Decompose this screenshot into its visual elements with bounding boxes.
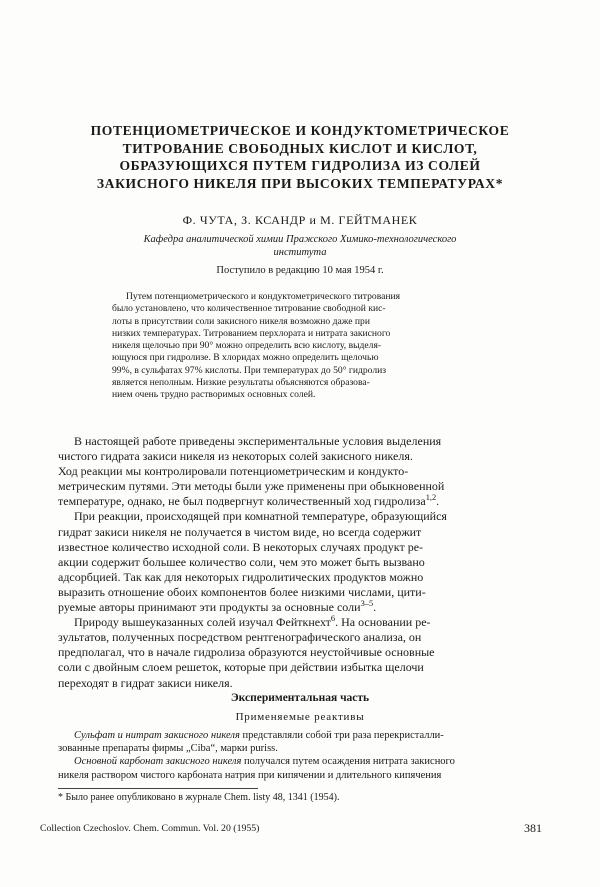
journal-citation: Collection Czechoslov. Chem. Commun. Vol. 20 (1955) <box>40 823 260 834</box>
paragraph-2 <box>58 509 544 615</box>
footnote: * Было ранее опубликовано в журнале Chem. listy 48, 1341 (1954). <box>58 792 340 803</box>
title-line: ЗАКИСНОГО НИКЕЛЯ ПРИ ВЫСОКИХ ТЕМПЕРАТУРАХ* <box>96 175 504 191</box>
abstract-line: лоты в присутствии соли закисного никеля возможно даже при <box>112 315 370 327</box>
body-line <box>58 494 544 509</box>
reagents-line-rest: получался путем осаждения нитрата закисного <box>241 756 455 768</box>
body-line-text: температуре, однако, не был подвергнут количественный ход гидролиза <box>58 494 426 509</box>
abstract <box>112 291 488 402</box>
reference-marker: 1,2 <box>425 494 437 503</box>
title-line: ОБРАЗУЮЩИХСЯ ПУТЕМ ГИДРОЛИЗА ИЗ СОЛЕЙ <box>119 158 481 173</box>
body-line: При реакции, происходящей при комнатной температуре, образующийся <box>74 509 447 524</box>
body-line: метрическим путями. Эти методы были уже применены при обыкновенной <box>58 479 445 494</box>
body-line-end: . <box>436 494 440 509</box>
reagents-line: никеля раствором чистого карбоната натрия при кипячении и длительного кипячения <box>58 769 442 781</box>
body-line <box>58 600 544 615</box>
body-line-end: . <box>373 600 377 615</box>
body-line: предполагал, что в начале гидролиза образуются неустойчивые основные <box>58 645 435 660</box>
abstract-line: нием очень трудно растворимых основных солей. <box>112 389 316 401</box>
body-line-text: Природу вышеуказанных солей изучал Фейткнехт <box>74 615 331 630</box>
reference-marker: 6 <box>330 615 336 624</box>
body-line: переходят в гидрат закиси никеля. <box>58 675 233 690</box>
affiliation <box>90 233 510 259</box>
abstract-line: ющуюся при гидролизе. В хлоридах можно определить щелочью <box>112 352 379 364</box>
body-line: акции содержит большее количество соли, чем это может быть вызвано <box>58 554 425 569</box>
abstract-line: Путем потенциометрического и кондуктометрического титрования <box>126 291 401 302</box>
reagents-text <box>58 729 544 782</box>
affiliation-line: Кафедра аналитической химии Пражского Химико-технологического <box>143 234 457 245</box>
received-date: Поступило в редакцию 10 мая 1954 г. <box>216 265 384 276</box>
body-line: чистого гидрата закиси никеля из некоторых солей закисного никеля. <box>58 449 413 464</box>
body-line: гидрат закиси никеля не получается в чистом виде, но всегда содержит <box>58 524 422 539</box>
body-line: соли с двойным слоем решеток, которые при действии избытка щелочи <box>58 660 424 675</box>
body-line <box>58 615 544 630</box>
reagent-name: Сульфат и нитрат закисного никеля <box>74 730 240 741</box>
body-line-end: . На основании ре- <box>335 615 431 630</box>
body-line: выразить отношение обоих компонентов более низкими числами, цити- <box>58 584 426 599</box>
title-line: ТИТРОВАНИЕ СВОБОДНЫХ КИСЛОТ И КИСЛОТ, <box>122 140 478 156</box>
affiliation-line: института <box>273 247 327 258</box>
subsection-heading: Применяемые реактивы <box>235 711 365 723</box>
reagent-name: Основной карбонат закисного никеля <box>74 756 242 768</box>
title-line: ПОТЕНЦИОМЕТРИЧЕСКОЕ И КОНДУКТОМЕТРИЧЕСКОЕ <box>90 123 510 138</box>
body-line: Ход реакции мы контролировали потенциометрическим и кондукто- <box>58 464 409 479</box>
reagents-line: зованные препараты фирмы „Ciba“, марки puriss. <box>58 743 278 755</box>
section-heading: Экспериментальная часть <box>230 692 370 704</box>
abstract-line: никеля щелочью при 90° можно определить всю кислоту, выделя- <box>112 340 382 352</box>
reagents-line <box>58 729 544 742</box>
abstract-line: 99%, в сульфатах 97% кислоты. При температурах до 50° гидролиз <box>112 364 387 376</box>
paragraph-3 <box>58 615 544 690</box>
reagents-line <box>58 755 544 768</box>
abstract-line: низких температурах. Титрованием перхлората и нитрата закисного <box>112 327 391 339</box>
body-line-text: руемые авторы принимают эти продукты за основные соли <box>58 600 361 615</box>
body-line: зультатов, полученных посредством рентгенографического анализа, он <box>58 630 422 645</box>
page-number: 381 <box>524 821 542 835</box>
article-title <box>40 122 560 192</box>
reagents-line-rest: представляли собой три раза перекристалли- <box>239 730 444 741</box>
abstract-line: было установлено, что количественное титрование свободной кис- <box>112 303 386 315</box>
abstract-line: является неполным. Низкие результаты объясняются образова- <box>112 377 370 389</box>
footnote-divider <box>58 788 258 789</box>
body-line: В настоящей работе приведены экспериментальные условия выделения <box>74 434 442 448</box>
authors: Ф. ЧУТА, З. КСАНДР и М. ГЕЙТМАНЕК <box>182 213 418 227</box>
body-line: адсорбцией. Так как для некоторых гидролитических продуктов можно <box>58 569 424 584</box>
body-text <box>58 434 544 691</box>
body-line: известное количество исходной соли. В некоторых случаях продукт ре- <box>58 539 424 554</box>
reference-marker: 3–5 <box>360 600 374 609</box>
paragraph-1 <box>58 434 544 509</box>
